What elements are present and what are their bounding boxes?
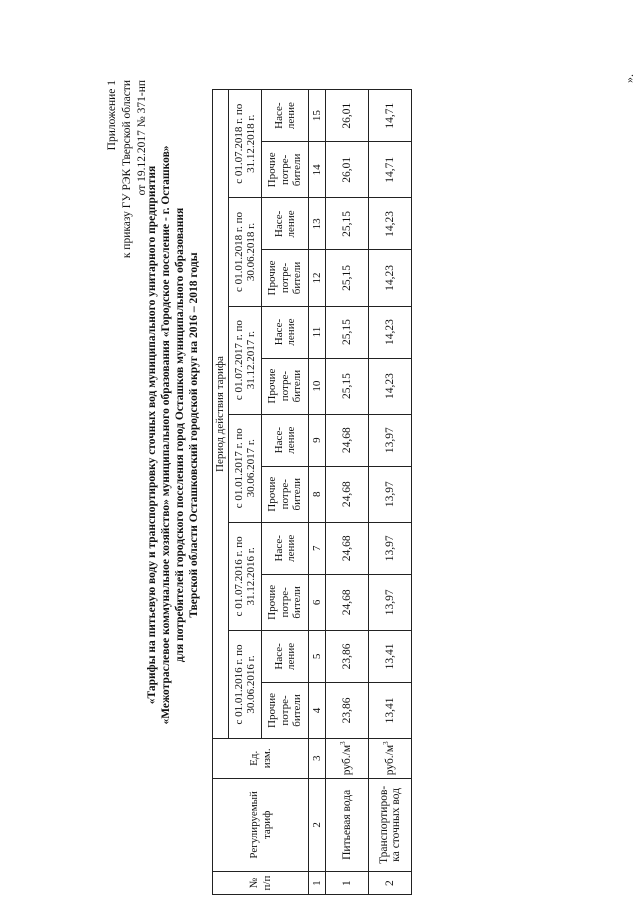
header-other-consumers: Прочие потре-бители <box>262 574 309 630</box>
tariff-value: 13,41 <box>369 630 412 682</box>
header-population: Насе-ление <box>262 630 309 682</box>
column-number: 12 <box>309 250 326 306</box>
tariff-value: 13,41 <box>369 682 412 738</box>
column-number: 4 <box>309 682 326 738</box>
header-period-3: с 01.01.2017 г. по 30.06.2017 г. <box>229 414 262 522</box>
tariff-value: 25,15 <box>326 358 369 414</box>
header-tariff: Регулируемый тариф <box>213 778 309 872</box>
row-tariff-name: Транспортиров-ка сточных вод <box>369 778 412 872</box>
tariff-value: 13,97 <box>369 466 412 522</box>
title-line-3: для потребителей городского поселения город Осташков муниципального образования <box>174 207 186 663</box>
tariff-value: 24,68 <box>326 466 369 522</box>
title-line-1: «Тарифы на питьевую воду и транспортировку сточных вод муниципального унитарного предприятия <box>146 165 158 705</box>
column-number: 6 <box>309 574 326 630</box>
tariff-value: 25,15 <box>326 198 369 250</box>
tariff-value: 24,68 <box>326 522 369 574</box>
appendix-line-1: Приложение 1 <box>106 80 118 151</box>
tariff-value: 25,15 <box>326 306 369 358</box>
column-number: 3 <box>309 739 326 779</box>
header-other-consumers: Прочие потре-бители <box>262 466 309 522</box>
column-number: 14 <box>309 142 326 198</box>
tariff-value: 26,01 <box>326 142 369 198</box>
column-number: 13 <box>309 198 326 250</box>
row-num: 2 <box>369 872 412 895</box>
header-period-6: с 01.07.2018 г. по 31.12.2018 г. <box>229 90 262 198</box>
closing-quote: ». <box>622 74 636 83</box>
unit-superscript: 3 <box>338 741 347 745</box>
unit-text: руб./м <box>383 744 396 776</box>
tariff-value: 14,71 <box>369 90 412 142</box>
tariff-value: 24,68 <box>326 414 369 466</box>
header-period-1: с 01.01.2016 г. по 30.06.2016 г. <box>229 630 262 738</box>
tariff-value: 14,71 <box>369 142 412 198</box>
header-period: Период действия тарифа <box>213 90 229 739</box>
header-row-period <box>213 90 229 895</box>
column-number: 5 <box>309 630 326 682</box>
column-number: 7 <box>309 522 326 574</box>
appendix-line-2: к приказу ГУ РЭК Тверской области <box>121 80 133 259</box>
unit-superscript: 3 <box>381 741 390 745</box>
header-other-consumers: Прочие потре-бители <box>262 142 309 198</box>
column-number: 2 <box>309 778 326 872</box>
header-population: Насе-ление <box>262 306 309 358</box>
title-line-4: Тверской области Осташковский городской округ на 2016 – 2018 годы <box>188 252 200 618</box>
tariff-value: 25,15 <box>326 250 369 306</box>
header-other-consumers: Прочие потре-бители <box>262 358 309 414</box>
column-number: 1 <box>309 872 326 895</box>
tariff-value: 14,23 <box>369 198 412 250</box>
row-unit <box>369 739 412 779</box>
column-number: 9 <box>309 414 326 466</box>
appendix-reference <box>105 80 150 380</box>
header-unit: Ед. изм. <box>213 739 309 779</box>
header-period-5: с 01.01.2018 г. по 30.06.2018 г. <box>229 198 262 306</box>
header-period-2: с 01.07.2016 г. по 31.12.2016 г. <box>229 522 262 630</box>
tariff-value: 13,97 <box>369 574 412 630</box>
tariff-value: 14,23 <box>369 250 412 306</box>
header-num: № п/п <box>213 872 309 895</box>
column-number: 10 <box>309 358 326 414</box>
tariff-table <box>212 89 412 895</box>
appendix-line-3: от 19.12.2017 № 371-нп <box>136 80 148 196</box>
column-number: 15 <box>309 90 326 142</box>
column-number: 8 <box>309 466 326 522</box>
document-title <box>145 115 201 755</box>
column-number: 11 <box>309 306 326 358</box>
header-population: Насе-ление <box>262 414 309 466</box>
tariff-value: 26,01 <box>326 90 369 142</box>
header-population: Насе-ление <box>262 198 309 250</box>
title-line-2: «Межотраслевое коммунальное хозяйство» муниципального образования «Городское поселение - г. Осташков» <box>160 145 172 725</box>
tariff-value: 23,86 <box>326 682 369 738</box>
header-period-4: с 01.07.2017 г. по 31.12.2017 г. <box>229 306 262 414</box>
table-row <box>369 90 412 895</box>
header-population: Насе-ление <box>262 522 309 574</box>
tariff-value: 14,23 <box>369 306 412 358</box>
row-unit <box>326 739 369 779</box>
unit-text: руб./м <box>340 744 353 776</box>
row-num: 1 <box>326 872 369 895</box>
header-other-consumers: Прочие потре-бители <box>262 682 309 738</box>
column-number-row <box>309 90 326 895</box>
table-row <box>326 90 369 895</box>
tariff-value: 13,97 <box>369 522 412 574</box>
row-tariff-name: Питьевая вода <box>326 778 369 872</box>
header-other-consumers: Прочие потре-бители <box>262 250 309 306</box>
tariff-value: 14,23 <box>369 358 412 414</box>
tariff-value: 13,97 <box>369 414 412 466</box>
tariff-value: 23,86 <box>326 630 369 682</box>
tariff-value: 24,68 <box>326 574 369 630</box>
header-population: Насе-ление <box>262 90 309 142</box>
